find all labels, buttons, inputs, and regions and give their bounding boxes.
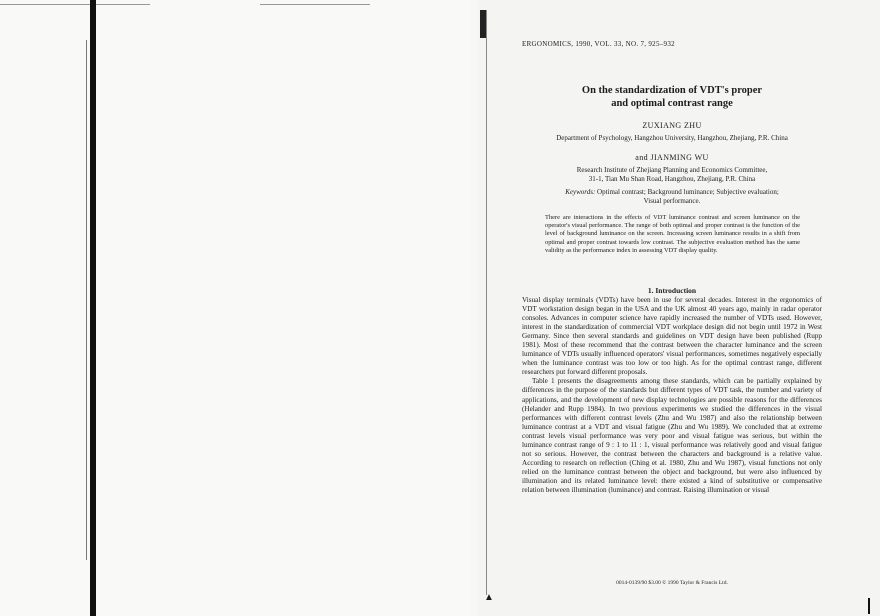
keywords-text: Optimal contrast; Background luminance; Subjective evaluation;	[597, 188, 779, 196]
top-edge-rule	[260, 4, 370, 5]
affiliation-2-line-2: 31-1, Tian Mu Shan Road, Hangzhou, Zhejiang, P.R. China	[588, 175, 756, 183]
section-heading: 1. Introduction	[647, 286, 697, 295]
paragraph: Visual display terminals (VDTs) have been in use for several decades. Interest in the ergonomics of VDT workstation design began in the USA and the UK almost 40 years ago, mainly in radar operator consoles. Advances in computer science have rapidly increased the number of VDTs used. However, interest in the standardization of commercial VDT workplace design did not begin until 1972 in West Germany. Since then several standards and guidelines on VDT design have been published (Rupp 1981). Most of these recommend that the contrast between the character luminance and the screen luminance of VDTs usually influenced operators' visual performances, sometimes negatively especially when the luminance contrast was too low or too high. As for the optimal contrast range, different researchers put forward different proposals.	[522, 296, 822, 377]
author-2: and JIANMING WU	[635, 153, 709, 162]
running-head: ERGONOMICS, 1990, VOL. 33, NO. 7, 925–932	[522, 40, 675, 48]
affiliation-2-line-1: Research Institute of Zhejiang Planning and Economics Committee,	[576, 166, 768, 174]
abstract: There are interactions in the effects of VDT luminance contrast and screen luminance on the operator's visual performance. The range of both optimal and proper contrast is the function of the level of background luminance on the screen. Increasing screen luminance results in a shift from optimal and proper contrast towards low contrast. The subjective evaluation method has the same validity as the performance index in assessing VDT display quality.	[545, 214, 800, 254]
top-edge-rule	[0, 4, 150, 5]
affiliation-2	[522, 166, 822, 184]
binding-spine-shadow	[90, 0, 96, 616]
keywords-label: Keywords:	[565, 188, 596, 196]
body-text	[522, 296, 822, 495]
page-edge-mark	[868, 598, 870, 614]
binding-line	[86, 40, 87, 560]
gutter-mark-icon: ▲	[484, 592, 494, 603]
copyright-footer: 0014-0139/90 $3.00 © 1990 Taylor & Francis Ltd.	[616, 580, 728, 586]
article-title	[522, 84, 822, 110]
keywords-line-1	[522, 188, 822, 197]
gutter-line	[486, 10, 487, 595]
keywords	[522, 188, 822, 206]
keywords-line-2: Visual performance.	[643, 197, 701, 205]
paragraph: Table 1 presents the disagreements among these standards, which can be partially explained by differences in the purpose of the standards but different types of VDT task, the number and variety of applications, and the development of new display technologies are possible reasons for the differences (Helander and Rupp 1984). In two previous experiments we studied the differences in the visual performances with different contrast levels (Zhu and Wu 1987) and also the relationship between luminance contrast at a VDT and visual fatigue (Zhu and Wu 1989). We concluded that at extreme contrast levels visual performance was very poor and visual fatigue was serious, but within the luminance contrast range of 9 : 1 to 11 : 1, visual performance was relatively good and visual fatigue not so serious. However, the contrast between the characters and background is a relative value. According to research on reflection (Ching et al. 1980, Zhu and Wu 1987), visual functions not only relied on the luminance contrast between the object and background, but were also influenced by illumination and its related luminance level: there existed a kind of substitutive or compensative relation between illumination (luminance) and contrast. Raising illumination or visual	[522, 377, 822, 494]
title-line-1: On the standardization of VDT's proper	[581, 85, 763, 96]
affiliation-1: Department of Psychology, Hangzhou University, Hangzhou, Zhejiang, P.R. China	[556, 134, 788, 142]
author-1: ZUXIANG ZHU	[642, 121, 702, 130]
title-line-2: and optimal contrast range	[611, 98, 733, 109]
